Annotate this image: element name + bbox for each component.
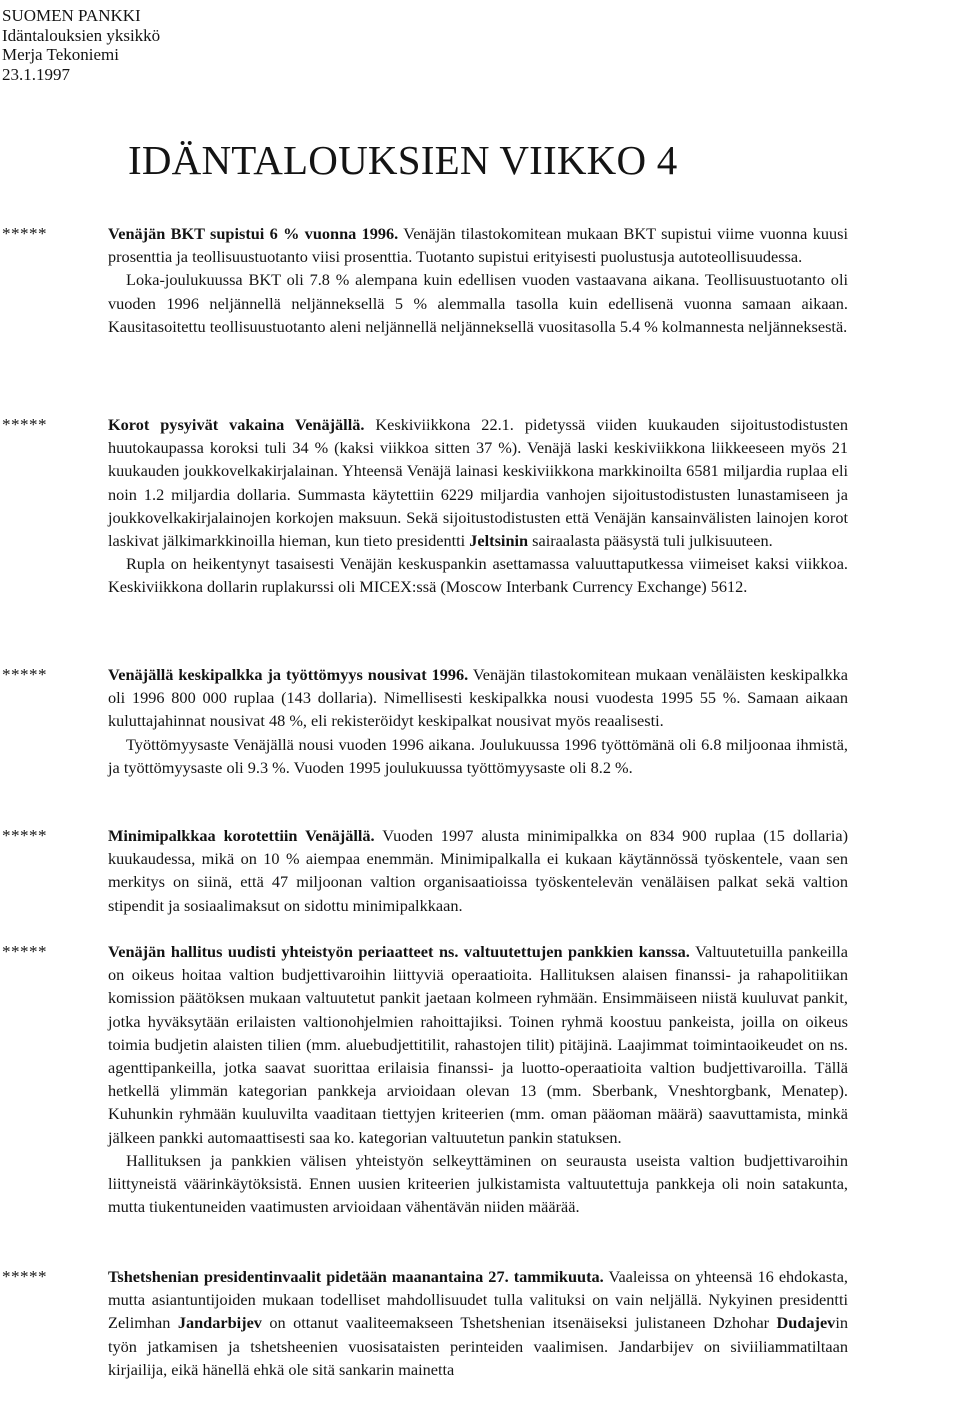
paragraph — [108, 413, 848, 552]
paragraph — [108, 940, 848, 1149]
paragraph — [108, 663, 848, 733]
paragraph-text: on ottanut vaaliteemakseen Tshetshenian itsenäiseksi julistaneen Dzhohar — [261, 1313, 777, 1333]
paragraph-text: in työn jatkamisen ja tshetsheenien vuosisataisten perinteiden vaalimisen. Jandarbijev on siviiliammatiltaan kirjailija, eikä hänellä ehkä ole sitä sankarin mainetta — [108, 1313, 848, 1379]
paragraph — [108, 824, 848, 917]
paragraph-text: Työttömyysaste Venäjällä nousi vuoden 1996 aikana. Joulukuussa 1996 työttömänä oli 6.8 miljoonaa ihmistä, ja työttömyysaste oli 9.3 %. Vuoden 1995 joulukuussa työttömyysaste oli 8.2 %. — [108, 734, 848, 777]
paragraph-text: Vaaleissa on yhteensä 16 ehdokasta, mutta asiantuntijoiden mukaan todelliset mahdollisuudet tulla valituksi on vain neljällä. Nykyinen presidentti Zelimhan — [108, 1267, 848, 1333]
person-name: Dudajev — [776, 1313, 836, 1333]
paragraph — [108, 222, 848, 268]
paragraph — [108, 268, 848, 338]
section-headline: Venäjän hallitus uudisti yhteistyön periaatteet ns. valtuutettujen pankkien kanssa. — [108, 942, 690, 961]
section-body — [108, 940, 848, 1218]
document-date: 23.1.1997 — [2, 64, 70, 84]
paragraph-text: Loka-joulukuussa BKT oli 7.8 % alempana kuin edellisen vuoden vastaavana aikana. Teollisuustuotanto oli vuoden 1996 neljännellä neljänneksellä 5 % alemmalla tasolla kuin edellisenä vuonna samaan aikaan. Kausitasoitettu teollisuustuotanto aleni neljännellä neljänneksellä vuositasolla 5.4 % kolmannesta neljänneksestä. — [108, 270, 848, 336]
section-body — [108, 413, 848, 599]
section-separator: ***** — [2, 942, 47, 961]
paragraph-text: Keskiviikkona 22.1. pidetyssä viiden kuukauden sijoitustodistusten huutokaupassa koroksi tuli 34 % (kaksi viikkoa sitten 37 %). Venäjä laski keskiviikkona liikkeeseen myös 21 kuukauden joukkovelkakirjalainan. Yhteensä Venäjä lainasi keskiviikkona markkinoilta 6581 miljardia ruplaa eli noin 1.2 miljardia dollaria. Summasta käytettiin 6229 miljardia vanhojen sijoitustodistusten lunastamiseen ja joukkovelkakirjalainojen korkojen maksuun. Sekä sijoitustodistusten että Venäjän kansainvälisten lainojen korot laskivat jälkimarkkinoilla hieman, kun tieto presidentti — [108, 415, 848, 551]
paragraph-text: Vuoden 1997 alusta minimipalkka on 834 900 ruplaa (15 dollaria) kuukaudessa, mikä on 10 % aiempaa enemmän. Minimipalkalla ei kukaan käytännössä työskentele, vaan sen merkitys on siinä, että 47 miljoonan valtion organisaatioissa työskentelevän venäläisen palkat sekä valtion stipendit ja sosiaalimaksut on sidottu minimipalkkaan. — [108, 826, 848, 915]
paragraph — [108, 733, 848, 779]
paragraph — [108, 552, 848, 598]
organization-name: SUOMEN PANKKI — [2, 6, 141, 25]
paragraph-text: Venäjän tilastokomitean mukaan venäläisten keskipalkka oli 1996 800 000 ruplaa (143 dollaria). Nimellisesti keskipalkka nousi vuodesta 1995 55 %. Samaan aikaan kuluttajahinnat nousivat 48 %, eli rekisteröidyt keskipalkat nousivat myös reaalisesti. — [108, 665, 848, 731]
paragraph-text: Hallituksen ja pankkien välisen yhteistyön selkeyttäminen on seurausta useista valtion budjettivaroihin liittyneistä väärinkäytöksistä. Ennen uusien kriteerien julkistamista valtuutettuja pankkeja oli noin satakunta, mutta tiukentuneiden vaatimusten arvioidaan vähentävän niiden määrää. — [108, 1150, 848, 1217]
paragraph — [108, 1265, 848, 1381]
person-name: Jeltsinin — [469, 531, 529, 551]
paragraph — [108, 1149, 848, 1219]
section-headline: Minimipalkkaa korotettiin Venäjällä. — [108, 826, 375, 845]
section-body — [108, 824, 848, 917]
section-body — [108, 1265, 848, 1381]
paragraph-text: Venäjän tilastokomitean mukaan BKT supistui viime vuonna kuusi prosenttia ja teollisuustuotanto viisi prosenttia. Tuotanto supistui erityisesti puolustusja autoteollisuudessa. — [108, 224, 848, 267]
section-separator: ***** — [2, 224, 47, 243]
author-name: Merja Tekoniemi — [2, 45, 119, 64]
paragraph-text: Rupla on heikentynyt tasaisesti Venäjän keskuspankin asettamassa valuuttaputkessa viimeiset kaksi viikkoa. Keskiviikkona dollarin ruplakurssi oli MICEX:ssä (Moscow Interbank Currency Exchange) 5612. — [108, 554, 848, 597]
section-headline: Tshetshenian presidentinvaalit pidetään maanantaina 27. tammikuuta. — [108, 1267, 604, 1286]
section-separator: ***** — [2, 665, 47, 684]
section-body — [108, 663, 848, 779]
paragraph-text: sairaalasta pääsystä tuli julkisuuteen. — [528, 531, 773, 551]
section-headline: Korot pysyivät vakaina Venäjällä. — [108, 415, 365, 434]
document-header — [2, 6, 160, 84]
unit-name: Idäntalouksien yksikkö — [2, 25, 161, 45]
section-separator: ***** — [2, 826, 47, 845]
section-headline: Venäjän BKT supistui 6 % vuonna 1996. — [108, 224, 399, 243]
section-separator: ***** — [2, 415, 47, 434]
section-body — [108, 222, 848, 338]
section-separator: ***** — [2, 1267, 47, 1286]
paragraph-text: Valtuutetuilla pankeilla on oikeus hoitaa valtion budjettivaroihin liittyviä operaatioita. Hallituksen alaisen finanssi- ja rahapolitiikan komission päätöksen mukaan valtuutetut pankit jaetaan kolmeen ryhmään. Ensimmäiseen niistä kuuluvat pankit, jotka hyväksytään erilaisten valtionohjelmien rahoittajiksi. Toinen ryhmä koostuu pankeista, joilla on oikeus toimia budjetin alaisten tilien (mm. aluebudjettitilit, rahastojen tilit) pitäjinä. Laajimmat toimintaoikeudet on ns. agenttipankeilla, jotka saavat suorittaa erilaisia finanssi- ja luotto-operaatioita valtion budjettivaroilla. Tällä hetkellä ylimmän kategorian pankkeja arvioidaan olevan 13 (mm. Sberbank, Vneshtorgbank, Menatep). Kuhunkin ryhmään kuuluvilta vaaditaan tiettyjen kriteerien (mm. oman pääoman määrä) saavuttamista, minkä jälkeen pankki automaattisesti saa ko. kategorian valtuutetun pankin statuksen. — [108, 942, 848, 1147]
person-name: Jandarbijev — [177, 1313, 262, 1333]
page-title: IDÄNTALOUKSIEN VIIKKO 4 — [128, 137, 678, 183]
section-headline: Venäjällä keskipalkka ja työttömyys nousivat 1996. — [108, 665, 469, 684]
